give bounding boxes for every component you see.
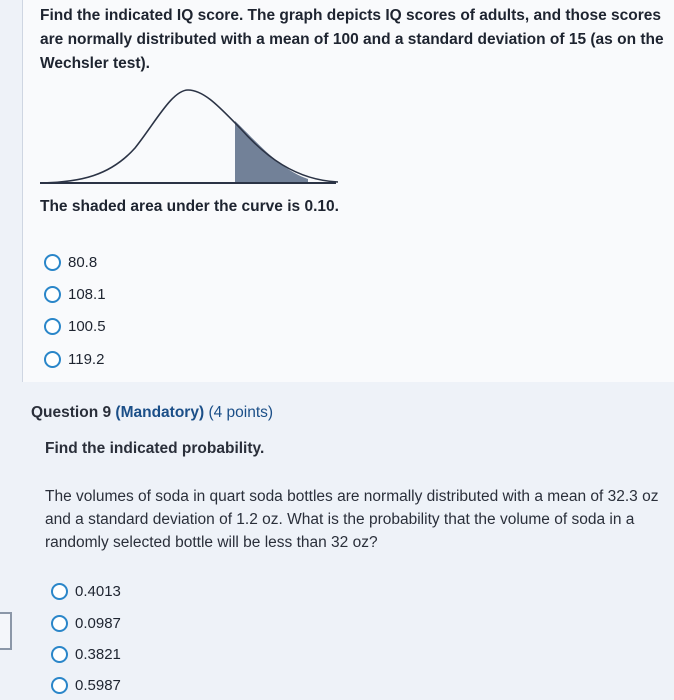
q9-option-2[interactable]: [51, 615, 121, 632]
radio-button[interactable]: [51, 615, 68, 632]
side-panel-tab[interactable]: [0, 612, 12, 650]
option-label: 0.0987: [75, 615, 121, 632]
normal-curve-graph: [40, 88, 340, 188]
option-label: 0.5987: [75, 677, 121, 694]
radio-button[interactable]: [44, 318, 61, 335]
option-label: 80.8: [68, 254, 98, 271]
radio-button[interactable]: [44, 286, 61, 303]
question-number: Question 9: [31, 404, 112, 421]
mandatory-label: (Mandatory): [115, 404, 205, 421]
q8-option-4[interactable]: [44, 351, 104, 368]
q9-option-4[interactable]: [51, 677, 121, 694]
question-9-instruction: Find the indicated probability.: [45, 440, 265, 457]
radio-button[interactable]: [44, 351, 61, 368]
points-label: (4 points): [208, 404, 274, 421]
q9-option-1[interactable]: [51, 583, 121, 600]
radio-button[interactable]: [51, 646, 68, 663]
question-9-header: [31, 404, 273, 422]
bell-curve: [42, 90, 338, 183]
shaded-right-tail: [235, 121, 308, 183]
shaded-area-caption: The shaded area under the curve is 0.10.: [40, 198, 339, 215]
question-8-prompt: Find the indicated IQ score. The graph depicts IQ scores of adults, and those scores are normally distributed with a mean of 100 and a standard deviation of 15 (as on the Wechsler test).: [40, 7, 664, 72]
option-label: 0.4013: [75, 583, 121, 600]
question-9-body: The volumes of soda in quart soda bottles are normally distributed with a mean of 32.3 oz and a standard deviation of 1.2 oz. What is the probability that the volume of soda in a randomly selected bottle will be less than 32 oz?: [45, 488, 659, 551]
radio-button[interactable]: [51, 677, 68, 694]
radio-button[interactable]: [44, 254, 61, 271]
option-label: 108.1: [68, 286, 106, 303]
q8-option-2[interactable]: [44, 286, 106, 303]
option-label: 100.5: [68, 318, 106, 335]
radio-button[interactable]: [51, 583, 68, 600]
option-label: 0.3821: [75, 646, 121, 663]
q8-option-1[interactable]: [44, 254, 97, 271]
q8-option-3[interactable]: [44, 318, 106, 335]
q9-option-3[interactable]: [51, 646, 121, 663]
option-label: 119.2: [68, 351, 105, 368]
